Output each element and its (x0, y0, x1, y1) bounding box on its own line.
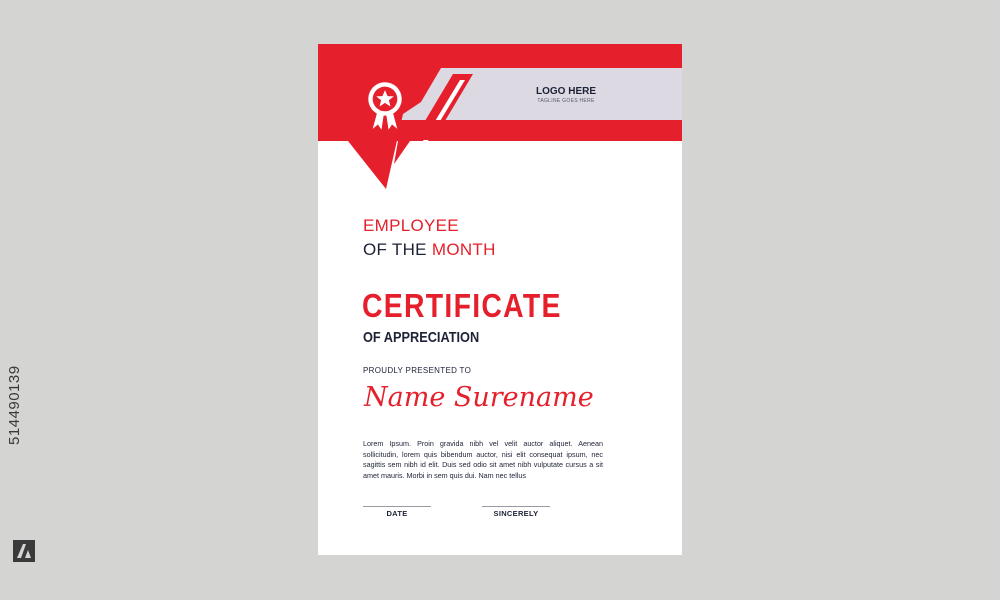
of-the-month-heading (363, 240, 496, 260)
stock-image-id: 514490139 (6, 365, 23, 445)
stock-logo-icon (13, 540, 35, 562)
recipient-name: Name Surename (364, 382, 594, 413)
award-ribbon-star-icon (363, 79, 407, 133)
logo-placeholder-title: LOGO HERE (536, 86, 597, 97)
date-signature-line (363, 506, 431, 507)
certificate-subtitle: OF APPRECIATION (363, 329, 480, 346)
sincerely-label: SINCERELY (493, 509, 539, 518)
certificate-body-text: Lorem Ipsum. Proin gravida nibh vel velit auctor aliquet. Aenean sollicitudin, lorem quis bibendum auctor, nisi elit consequat ipsum, nec sagittis sem nibh id elit. Duis sed odio sit amet nibh vulputate cursus a sit amet mauris. Morbi in sem quis dui. Nam nec tellus (363, 439, 603, 481)
employee-heading: EMPLOYEE (363, 216, 459, 235)
date-label: DATE (386, 509, 408, 518)
presented-to-label: PROUDLY PRESENTED TO (363, 366, 472, 375)
of-the-text: OF THE (363, 240, 427, 259)
certificate-sheet (318, 44, 682, 555)
logo-tagline: TAGLINE GOES HERE (537, 98, 595, 104)
certificate-title: CERTIFICATE (362, 287, 562, 324)
sincerely-signature-line (482, 506, 550, 507)
month-text: MONTH (431, 240, 496, 259)
